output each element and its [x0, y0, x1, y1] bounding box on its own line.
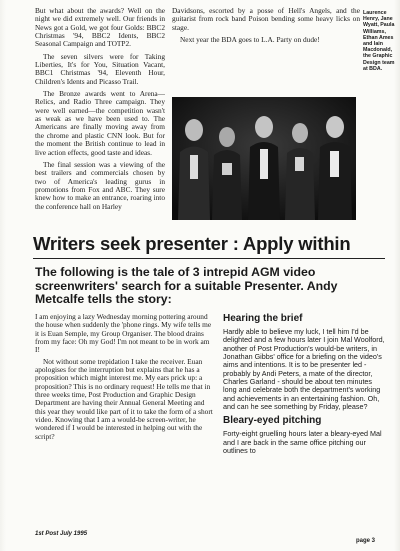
- page-number: page 3: [356, 538, 376, 544]
- article-standfirst: The following is the tale of 3 intrepid AGM video screenwriters' search for a suitable Presenter. Andy Metcalfe tells the story:: [35, 265, 338, 307]
- article-column-left: [35, 313, 215, 444]
- paragraph: But what about the awards? Well on the night we did extremely well. Our friends in News got a Gold, we got four Golds: BBC2 Christmas '94, BBC2 Idents, BBC2 Seasonal Campaign and TOTP2.: [35, 6, 165, 49]
- paragraph: The Bronze awards went to Arena—Relics, and Radio Three campaign. They were well earned—the competition wasn't as weak as we have been used to. The Americans are finally moving away from the chrome and plastic CNN look. But for the moment the British continue to lead in live action effects, good taste and ideas.: [35, 89, 165, 157]
- paragraph: The final session was a viewing of the best trailers and commercials chosen by two of America's leading gurus in promotions from Fox and ABC. They sure knew how to make an entrance, roaring into the conference hall on Harley: [35, 159, 165, 211]
- article-headline: Writers seek presenter : Apply within: [33, 233, 351, 254]
- paragraph: Davidsons, escorted by a posse of Hell's Angels, and the guitarist from rock band Poison bending some heavy licks on stage.: [172, 6, 360, 32]
- issue-label: 1st Post July 1995: [35, 531, 88, 537]
- paragraph: Forty-eight gruelling hours later a bleary-eyed Mal and I are back in the same office pitching our outlines to: [223, 429, 382, 456]
- paragraph: Hardly able to believe my luck, I tell him I'd be delighted and a few hours later I join Mal Woolford, another of Post Production's would-be writers, in Jonathan Gibbs' office for a briefing on the video's aims and intentions. It is to be presenter led - probably by Andi Peters, a mate of the director, Charles Garland - should be about ten minutes long and celebrate both the department's working and achievements in an entertaining fashion. Oh, and can he see something by Friday, please?: [223, 327, 385, 412]
- paragraph: Next year the BDA goes to L.A. Party on dude!: [180, 35, 320, 45]
- awards-column-left: [35, 7, 165, 215]
- subheading: Hearing the brief: [223, 313, 303, 324]
- paragraph: The seven silvers were for Taking Liberties, It's for You, Situation Vacant, BBC1 Christmas '94, Eleventh Hour, Children's Idents and Picasso Trail.: [35, 51, 165, 86]
- headline-divider: [33, 258, 385, 259]
- paragraph: Not without some trepidation I take the receiver. Euan apologises for the interruption but explains that he has a proposition which might interest me. My ears prick up: a proposition? This is no ordinary request! He tells me that in three weeks time, Post Production and Graphic Design Department are having their Annual General Meeting and this year they would like part of it to take the form of a short video. Knowing that I am a would-be screen-writer, he wondered if I would be interested in helping out with the script?: [35, 356, 213, 441]
- photo-caption: Laurence Henry, Jane Wyatt, Paula Williams, Ethan Ames and Iain Macdonald, the Graphic Design team at BDA.: [363, 10, 395, 72]
- paragraph: I am enjoying a lazy Wednesday morning pottering around the house when suddenly the 'phone rings. My wife tells me it is Euan Semple, my Group Organiser. The blood drains from my face: Oh my God! I'm not meant to be in work am I!: [35, 312, 212, 355]
- team-photo: [172, 97, 356, 220]
- awards-column-right: [172, 7, 360, 48]
- team-photo-image: [172, 97, 356, 220]
- article-column-right: [223, 313, 385, 458]
- subheading: Bleary-eyed pitching: [223, 415, 322, 427]
